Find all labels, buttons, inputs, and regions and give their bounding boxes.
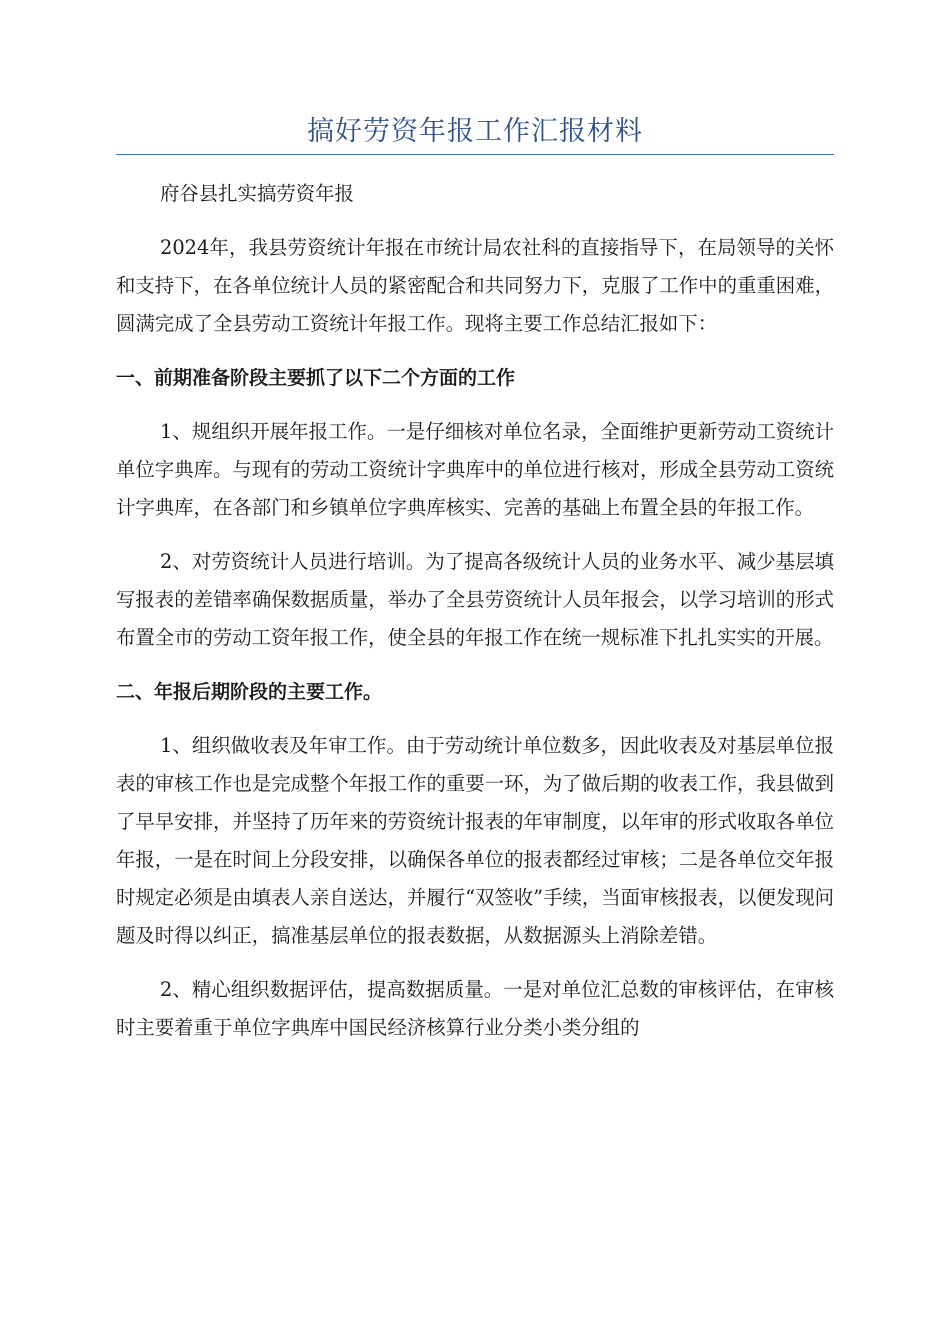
section-paragraph: 2、对劳资统计人员进行培训。为了提高各级统计人员的业务水平、减少基层填写报表的差错率确保数据质量，举办了全县劳资统计人员年报会，以学习培训的形式布置全市的劳动工资年报工作，使全县的年报工作在统一规标准下扎扎实实的开展。 — [116, 550, 834, 649]
title-block — [116, 112, 834, 155]
intro-paragraph: 2024年，我县劳资统计年报在市统计局农社科的直接指导下，在局领导的关怀和支持下，在各单位统计人员的紧密配合和共同努力下，克服了工作中的重重困难，圆满完成了全县劳动工资统计年报工作。现将主要工作总结汇报如下： — [116, 236, 834, 335]
section-heading: 一、前期准备阶段主要抓了以下二个方面的工作 — [116, 367, 516, 389]
section-paragraph: 1、组织做收表及年审工作。由于劳动统计单位数多，因此收表及对基层单位报表的审核工作也是完成整个年报工作的重要一环，为了做后期的收表工作，我县做到了早早安排，并坚持了历年来的劳资统计报表的年审制度，以年审的形式收取各单位年报，一是在时间上分段安排，以确保各单位的报表都经过审核；二是各单位交年报时规定必须是由填表人亲自送达，并履行“双签收”手续，当面审核报表，以便发现问题及时得以纠正，搞准基层单位的报表数据，从数据源头上消除差错。 — [116, 734, 834, 947]
section-heading: 二、年报后期阶段的主要工作。 — [116, 681, 383, 703]
document-subtitle: 府谷县扎实搞劳资年报 — [160, 182, 354, 205]
title-underline — [116, 154, 834, 155]
section-paragraph: 2、精心组织数据评估，提高数据质量。一是对单位汇总数的审核评估，在审核时主要着重于单位字典库中国民经济核算行业分类小类分组的 — [116, 978, 834, 1039]
section-1 — [116, 359, 834, 657]
section-paragraph: 1、规组织开展年报工作。一是仔细核对单位名录，全面维护更新劳动工资统计单位字典库。与现有的劳动工资统计字典库中的单位进行核对，形成全县劳动工资统计字典库，在各部门和乡镇单位字典库核实、完善的基础上布置全县的年报工作。 — [116, 420, 834, 519]
document-body — [116, 175, 834, 1063]
document-title: 搞好劳资年报工作汇报材料 — [307, 116, 643, 147]
section-2 — [116, 673, 834, 1047]
